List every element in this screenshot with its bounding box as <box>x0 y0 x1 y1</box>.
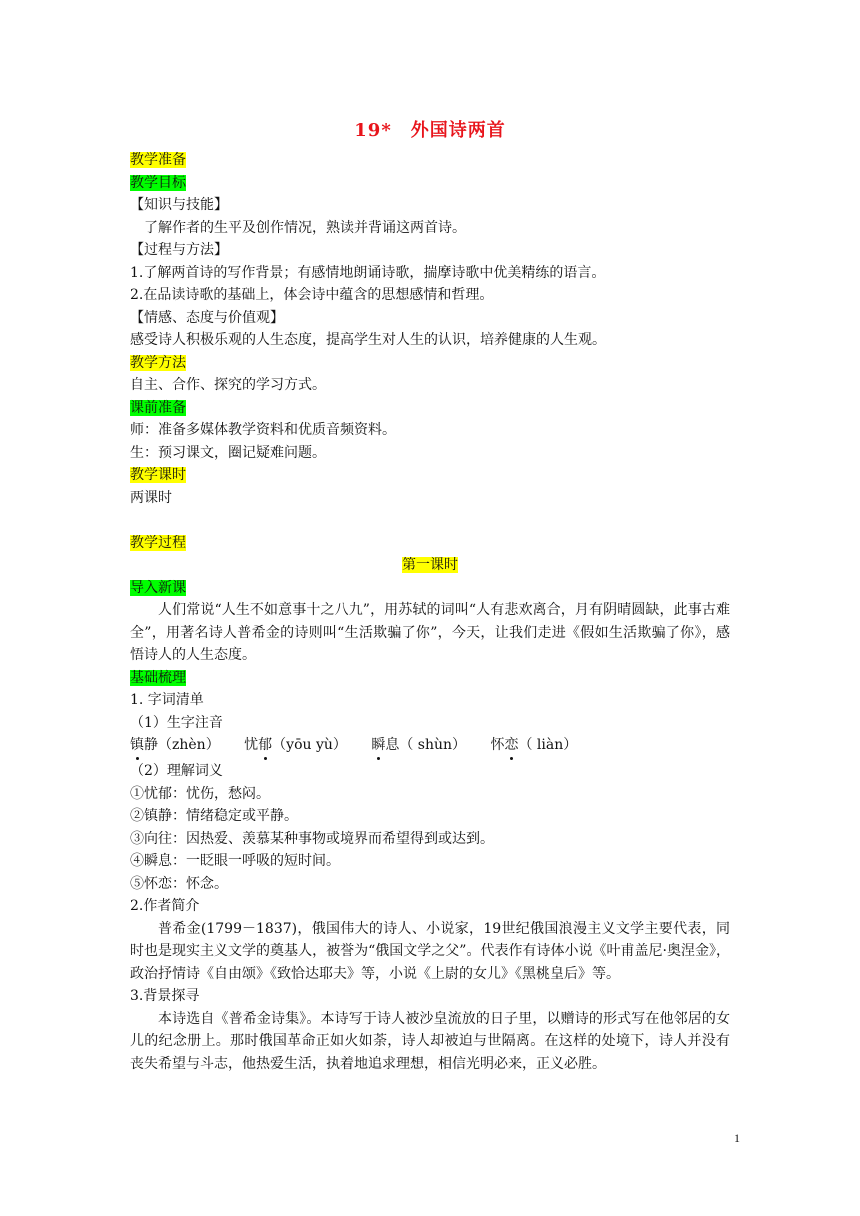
emphasis-char: 瞬 <box>371 734 385 757</box>
section-heading-method: 教学方法 <box>130 354 186 371</box>
student-prep: 生：预习课文，圈记疑难问题。 <box>130 444 326 461</box>
process-item-1: 1.了解两首诗的写作背景；有感情地朗诵诗歌，揣摩诗歌中优美精练的语言。 <box>130 264 606 281</box>
meaning-item: ⑤怀恋：怀念。 <box>130 875 228 892</box>
background-heading: 3.背景探寻 <box>130 988 200 1004</box>
author-heading: 2.作者简介 <box>130 898 200 914</box>
hours-text: 两课时 <box>130 489 172 506</box>
pronunciation-item: 忧郁（yōu yù） <box>244 734 347 757</box>
pronunciation-item: 镇静（zhèn） <box>130 734 220 757</box>
pronunciation-item: 怀恋（ liàn） <box>490 734 577 757</box>
background-paragraph: 本诗选自《普希金诗集》。本诗写于诗人被沙皇流放的日子里，以赠诗的形式写在他邻居的女儿的纪念册上。那时俄国革命正如火如荼，诗人却被迫与世隔离。在这样的处境下，诗人并没有丧失希望与斗志，他热爱生活，执着地追求理想，相信光明必来，正义必胜。 <box>130 1010 730 1072</box>
meaning-item: ④瞬息：一眨眼一呼吸的短时间。 <box>130 853 340 869</box>
knowledge-text: 了解作者的生平及创作情况，熟读并背诵这两首诗。 <box>144 219 466 236</box>
emotion-text: 感受诗人积极乐观的人生态度，提高学生对人生的认识，培养健康的人生观。 <box>130 332 606 348</box>
emphasis-char: 郁 <box>258 734 272 757</box>
emphasis-char: 恋 <box>504 734 518 757</box>
meaning-item: ②镇静：情绪稳定或平静。 <box>130 808 298 824</box>
lesson-content <box>130 149 730 1075</box>
first-period-heading: 第一课时 <box>402 557 458 573</box>
section-heading-process: 教学过程 <box>130 534 186 551</box>
knowledge-heading: 【知识与技能】 <box>130 197 228 213</box>
section-heading-pre-class: 课前准备 <box>130 399 186 416</box>
meaning-item: ①忧郁：忧伤，愁闷。 <box>130 785 270 802</box>
teacher-prep: 师：准备多媒体教学资料和优质音频资料。 <box>130 422 396 438</box>
intro-paragraph: 人们常说“人生不如意事十之八九”，用苏轼的词叫“人有悲欢离合，月有阴晴圆缺，此事古难全”，用著名诗人普希金的诗则叫“生活欺骗了你”，今天，让我们走进《假如生活欺骗了你》，感悟诗人的人生态度。 <box>130 602 730 663</box>
emotion-heading: 【情感、态度与价值观】 <box>130 309 284 326</box>
section-heading-basics: 基础梳理 <box>130 669 186 686</box>
process-item-2: 2.在品读诗歌的基础上，体会诗中蕴含的思想感情和哲理。 <box>130 287 494 303</box>
section-heading-prep: 教学准备 <box>130 152 186 168</box>
method-text: 自主、合作、探究的学习方式。 <box>130 377 326 393</box>
author-paragraph: 普希金(1799－1837)，俄国伟大的诗人、小说家，19世纪俄国浪漫主义文学主要代表，同时也是现实主义文学的奠基人，被誉为“俄国文学之父”。代表作有诗体小说《叶甫盖尼·奥涅金》，政治抒情诗《自由颂》《致恰达耶夫》等，小说《上尉的女儿》《黑桃皇后》等。 <box>130 920 730 982</box>
meaning-heading: （2）理解词义 <box>130 763 223 779</box>
pronunciation-list <box>130 734 730 760</box>
pronunciation-item: 瞬息（ shùn） <box>371 734 466 757</box>
page-title: 19* 外国诗两首 <box>354 120 506 141</box>
page-number: 1 <box>734 1131 740 1145</box>
emphasis-char: 镇 <box>130 734 144 757</box>
process-heading: 【过程与方法】 <box>130 242 228 258</box>
section-heading-intro: 导入新课 <box>130 579 186 596</box>
meaning-item: ③向往：因热爱、羡慕某种事物或境界而希望得到或达到。 <box>130 830 494 847</box>
section-heading-goals: 教学目标 <box>130 174 186 191</box>
section-heading-hours: 教学课时 <box>130 467 186 483</box>
vocab-heading: 1. 字词清单 <box>130 692 204 708</box>
pronunciation-heading: （1）生字注音 <box>130 714 223 731</box>
